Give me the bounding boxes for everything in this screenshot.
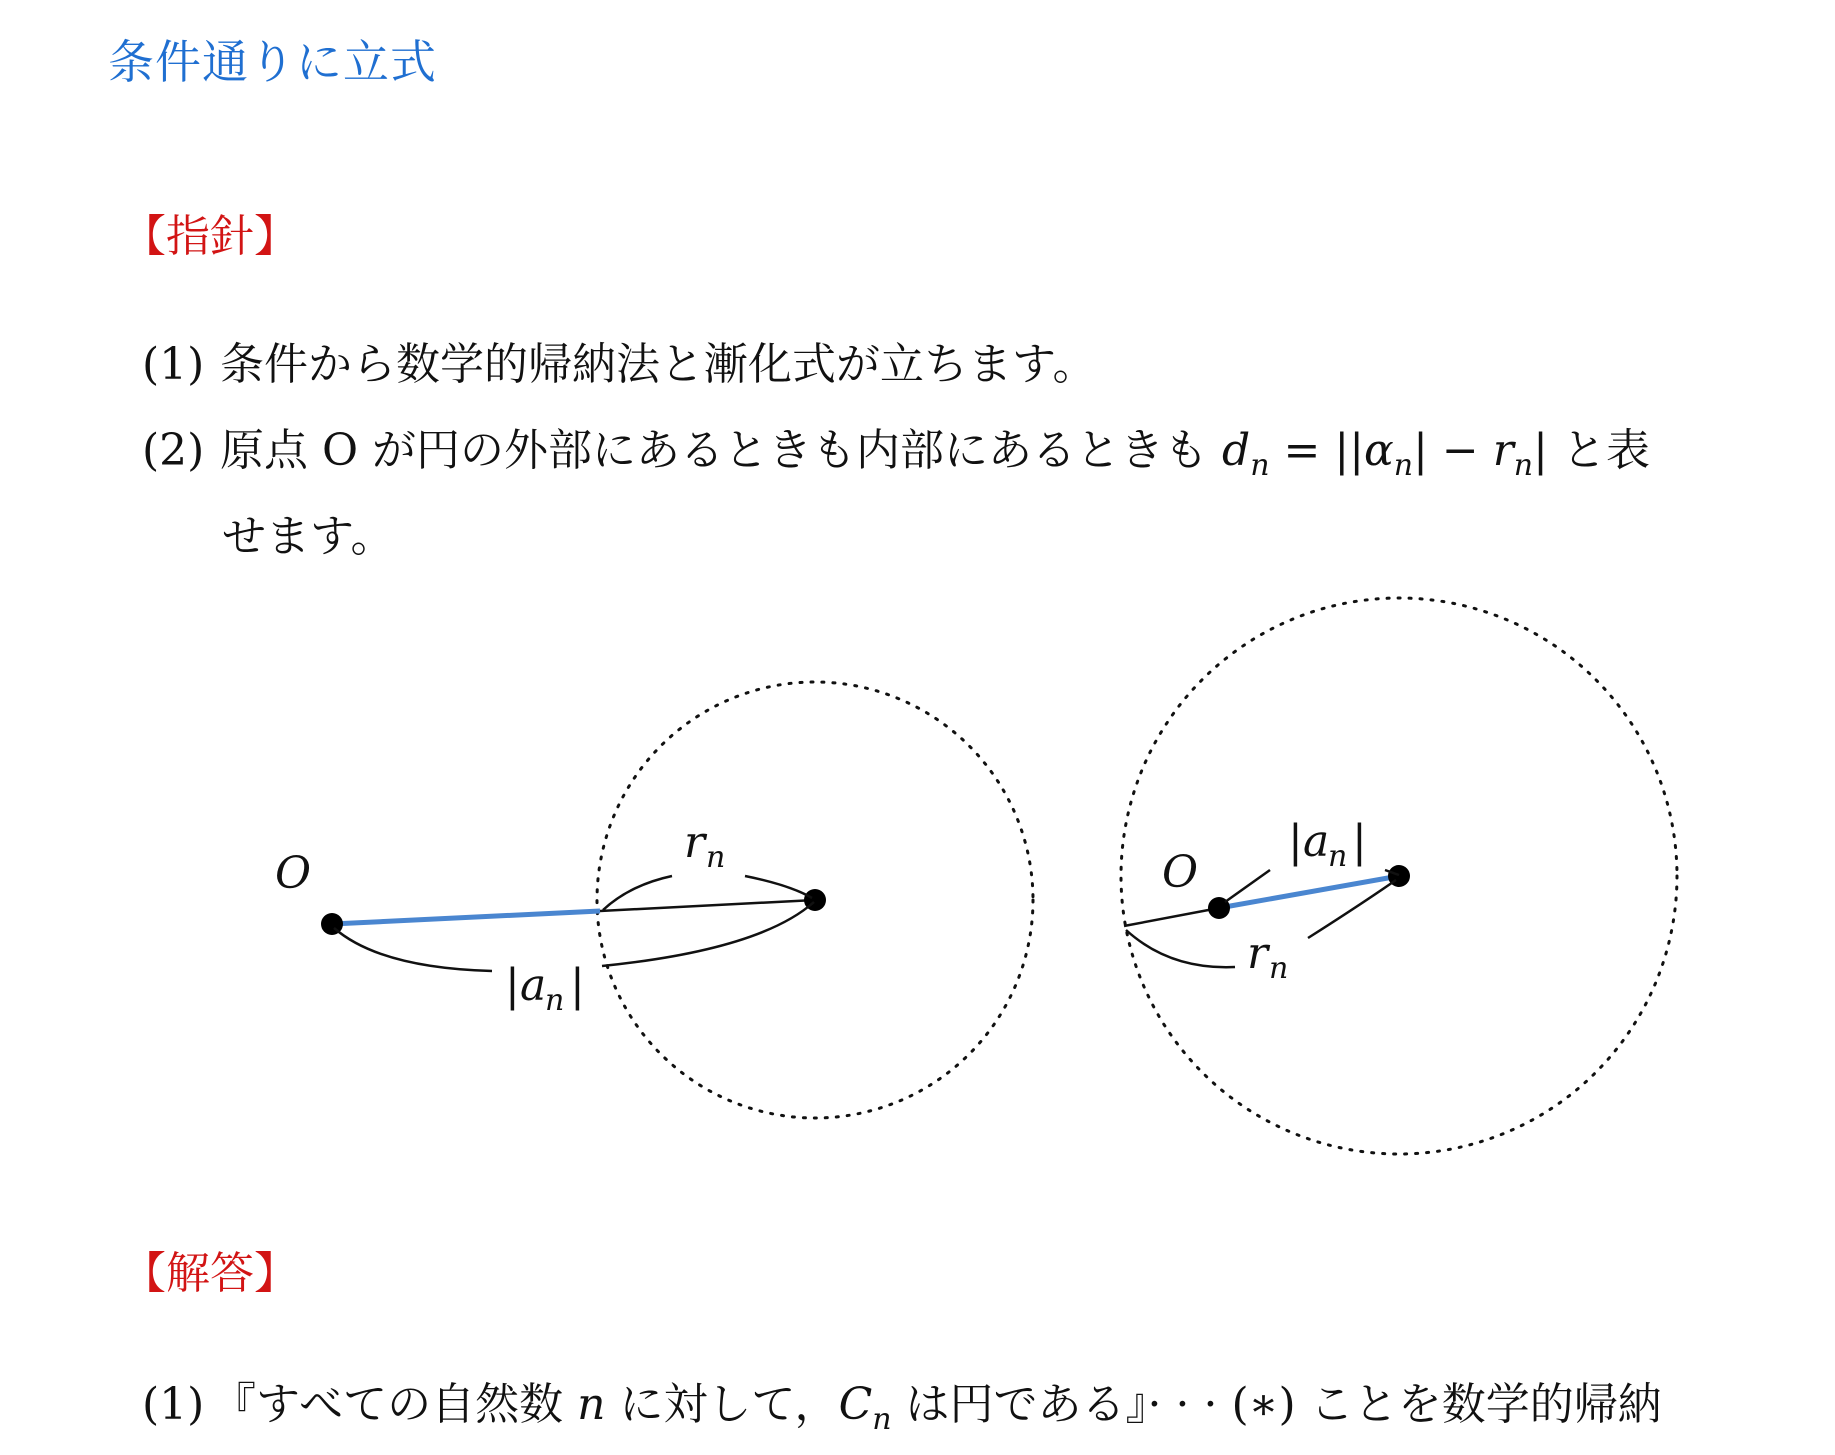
label-a-sub-left: n (545, 983, 565, 1018)
label-a-left: a (520, 960, 547, 1011)
math-C: C (838, 1379, 873, 1430)
answer-text: 『すべての自然数 (212, 1379, 578, 1430)
hint-text: と表 (1547, 425, 1650, 476)
label-r-right: r (1247, 928, 1269, 979)
math-sub: n (1250, 448, 1270, 483)
math-n: n (577, 1379, 606, 1430)
segment-edge-to-O (1124, 908, 1219, 926)
brace-a-right-a (1225, 870, 1270, 902)
math-d: d (1222, 425, 1251, 476)
hint-text: 条件から数学的帰納法と漸化式が立ちます。 (220, 339, 1097, 390)
answer-text: に対して， (605, 1379, 839, 1430)
label-bar-right-1: | (1288, 816, 1303, 867)
math-bar: | (1533, 425, 1548, 476)
segment-O-to-center (1219, 876, 1399, 908)
hint-line-2-continued: せます。 (222, 511, 395, 562)
section-hint-heading: 【指針】 (122, 211, 298, 262)
section-answer-heading: 【解答】 (122, 1248, 298, 1299)
math-minus: | − (1413, 425, 1493, 476)
segment-O-to-circle (332, 911, 600, 924)
page-title: 条件通りに立式 (108, 35, 437, 89)
math-sub: n (1393, 448, 1414, 483)
item-number: (1) (142, 339, 205, 390)
math-r: r (1492, 425, 1514, 476)
math-sub: n (1513, 448, 1534, 483)
item-number: (1) (142, 1379, 205, 1430)
brace-a-left-b (602, 902, 814, 966)
label-O-left: O (275, 848, 312, 899)
answer-line-1 (142, 1368, 1662, 1437)
item-number: (2) (142, 425, 205, 476)
label-O-right: O (1162, 847, 1199, 898)
brace-r-left-b (745, 876, 812, 898)
math-sub: n (872, 1402, 892, 1437)
label-bar-left-1: | (505, 960, 520, 1011)
math-eq: = || (1269, 425, 1365, 476)
label-r-left: r (684, 817, 706, 868)
label-a-sub-right: n (1328, 839, 1348, 874)
label-r-sub-right: n (1269, 951, 1289, 986)
answer-text: は円である』· · · (∗) ことを数学的帰納 (891, 1379, 1662, 1430)
brace-r-right-a (1126, 930, 1235, 967)
label-r-sub-left: n (706, 840, 726, 875)
brace-r-left-a (603, 876, 672, 910)
brace-a-left-a (334, 928, 492, 971)
label-bar-left-2: | (570, 960, 585, 1011)
math-alpha: α (1364, 425, 1394, 476)
label-a-right: a (1303, 816, 1330, 867)
hint-text: 原点 O が円の外部にあるときも内部にあるときも (220, 425, 1223, 476)
label-bar-right-2: | (1352, 816, 1367, 867)
radius-segment (600, 900, 815, 911)
